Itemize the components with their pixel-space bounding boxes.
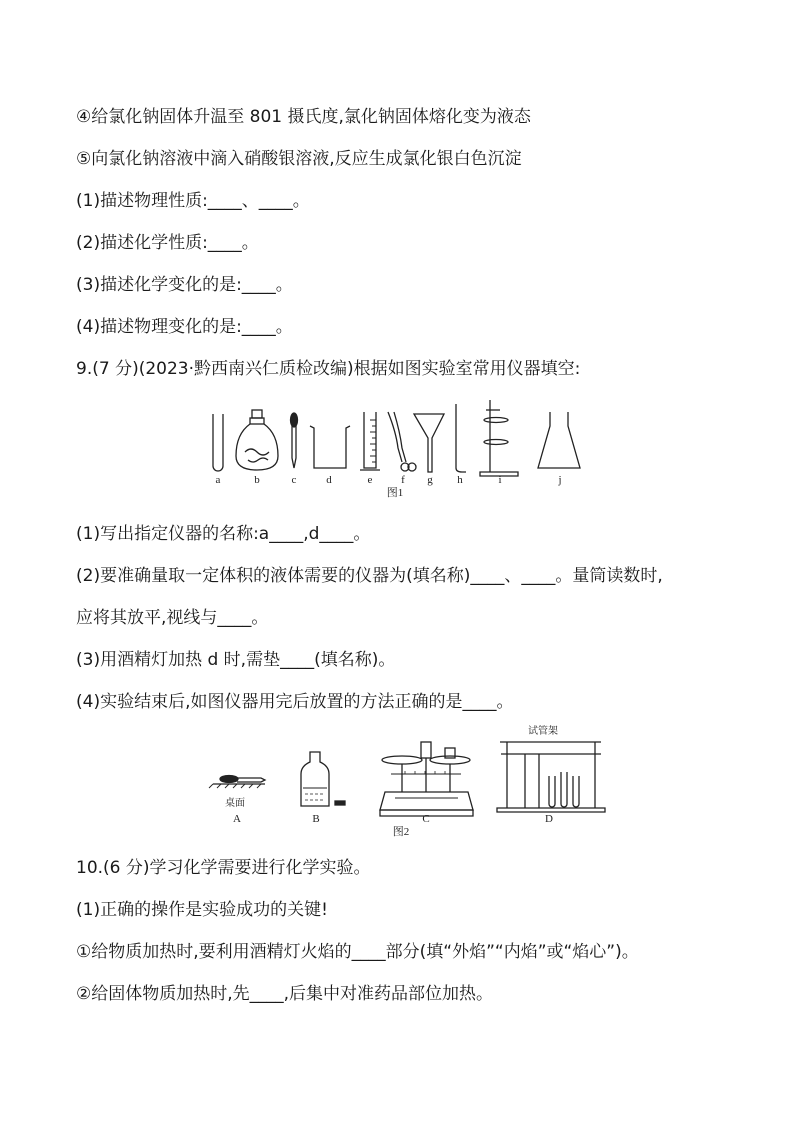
figure-2-placement — [205, 718, 615, 840]
fig2-label-c: C — [422, 813, 430, 825]
fig2-label-b: B — [312, 813, 320, 825]
alcohol-lamp-b — [236, 410, 278, 470]
beaker-d — [310, 426, 350, 468]
question-9-2-cont: 应将其放平,视线与____。 — [76, 608, 269, 628]
figure-1-caption: 图1 — [386, 487, 404, 499]
figure-1-instruments — [200, 392, 600, 500]
option-c-balance — [380, 742, 473, 816]
option-b-bottle — [301, 752, 345, 806]
fig1-label-c: c — [291, 474, 297, 486]
question-9-2: (2)要准确量取一定体积的液体需要的仪器为(填名称)____、____。量筒读数时, — [76, 566, 663, 586]
question-10-1: (1)正确的操作是实验成功的关键! — [76, 900, 328, 920]
fig2-label-a: A — [233, 813, 241, 825]
rack-label: 试管架 — [528, 726, 558, 737]
question-9-1: (1)写出指定仪器的名称:a____,d____。 — [76, 524, 371, 544]
fig1-label-i: i — [498, 474, 502, 486]
fig1-label-f: f — [401, 474, 405, 486]
glass-rod-h — [456, 404, 466, 472]
figure-2-caption: 图2 — [392, 826, 410, 838]
question-8-1: (1)描述物理性质:____、____。 — [76, 191, 310, 211]
question-10-1a: ①给物质加热时,要利用酒精灯火焰的____部分(填“外焰”“内焰”或“焰心”)。 — [76, 942, 639, 962]
text-line-2: ⑤向氯化钠溶液中滴入硝酸银溶液,反应生成氯化银白色沉淀 — [76, 149, 522, 169]
funnel-g — [414, 414, 444, 472]
fig1-label-e: e — [367, 474, 373, 486]
question-8-4: (4)描述物理变化的是:____。 — [76, 317, 293, 337]
desk-label: 桌面 — [225, 798, 245, 809]
iron-stand-i — [480, 400, 518, 476]
question-10-1b: ②给固体物质加热时,先____,后集中对准药品部位加热。 — [76, 984, 494, 1004]
fig2-label-d: D — [545, 813, 553, 825]
graduated-cylinder-e — [360, 412, 380, 470]
question-8-3: (3)描述化学变化的是:____。 — [76, 275, 293, 295]
option-a-dropper-on-desk — [209, 776, 265, 789]
fig1-label-d: d — [326, 474, 332, 486]
dropper-c — [291, 413, 298, 468]
option-d-test-tube-rack — [497, 742, 605, 812]
fig1-label-a: a — [215, 474, 221, 486]
conical-flask-j — [538, 412, 580, 468]
fig1-label-g: g — [427, 474, 433, 486]
question-8-2: (2)描述化学性质:____。 — [76, 233, 259, 253]
fig1-label-b: b — [254, 474, 260, 486]
question-10-title: 10.(6 分)学习化学需要进行化学实验。 — [76, 858, 371, 878]
test-tube-a — [213, 414, 223, 471]
question-9-4: (4)实验结束后,如图仪器用完后放置的方法正确的是____。 — [76, 692, 514, 712]
fig1-label-j: j — [558, 474, 562, 486]
question-9-title: 9.(7 分)(2023·黔西南兴仁质检改编)根据如图实验室常用仪器填空: — [76, 359, 581, 379]
question-9-3: (3)用酒精灯加热 d 时,需垫____(填名称)。 — [76, 650, 396, 670]
crucible-tongs-f — [388, 412, 416, 471]
text-line-1: ④给氯化钠固体升温至 801 摄氏度,氯化钠固体熔化变为液态 — [76, 107, 531, 127]
fig1-label-h: h — [457, 474, 463, 486]
